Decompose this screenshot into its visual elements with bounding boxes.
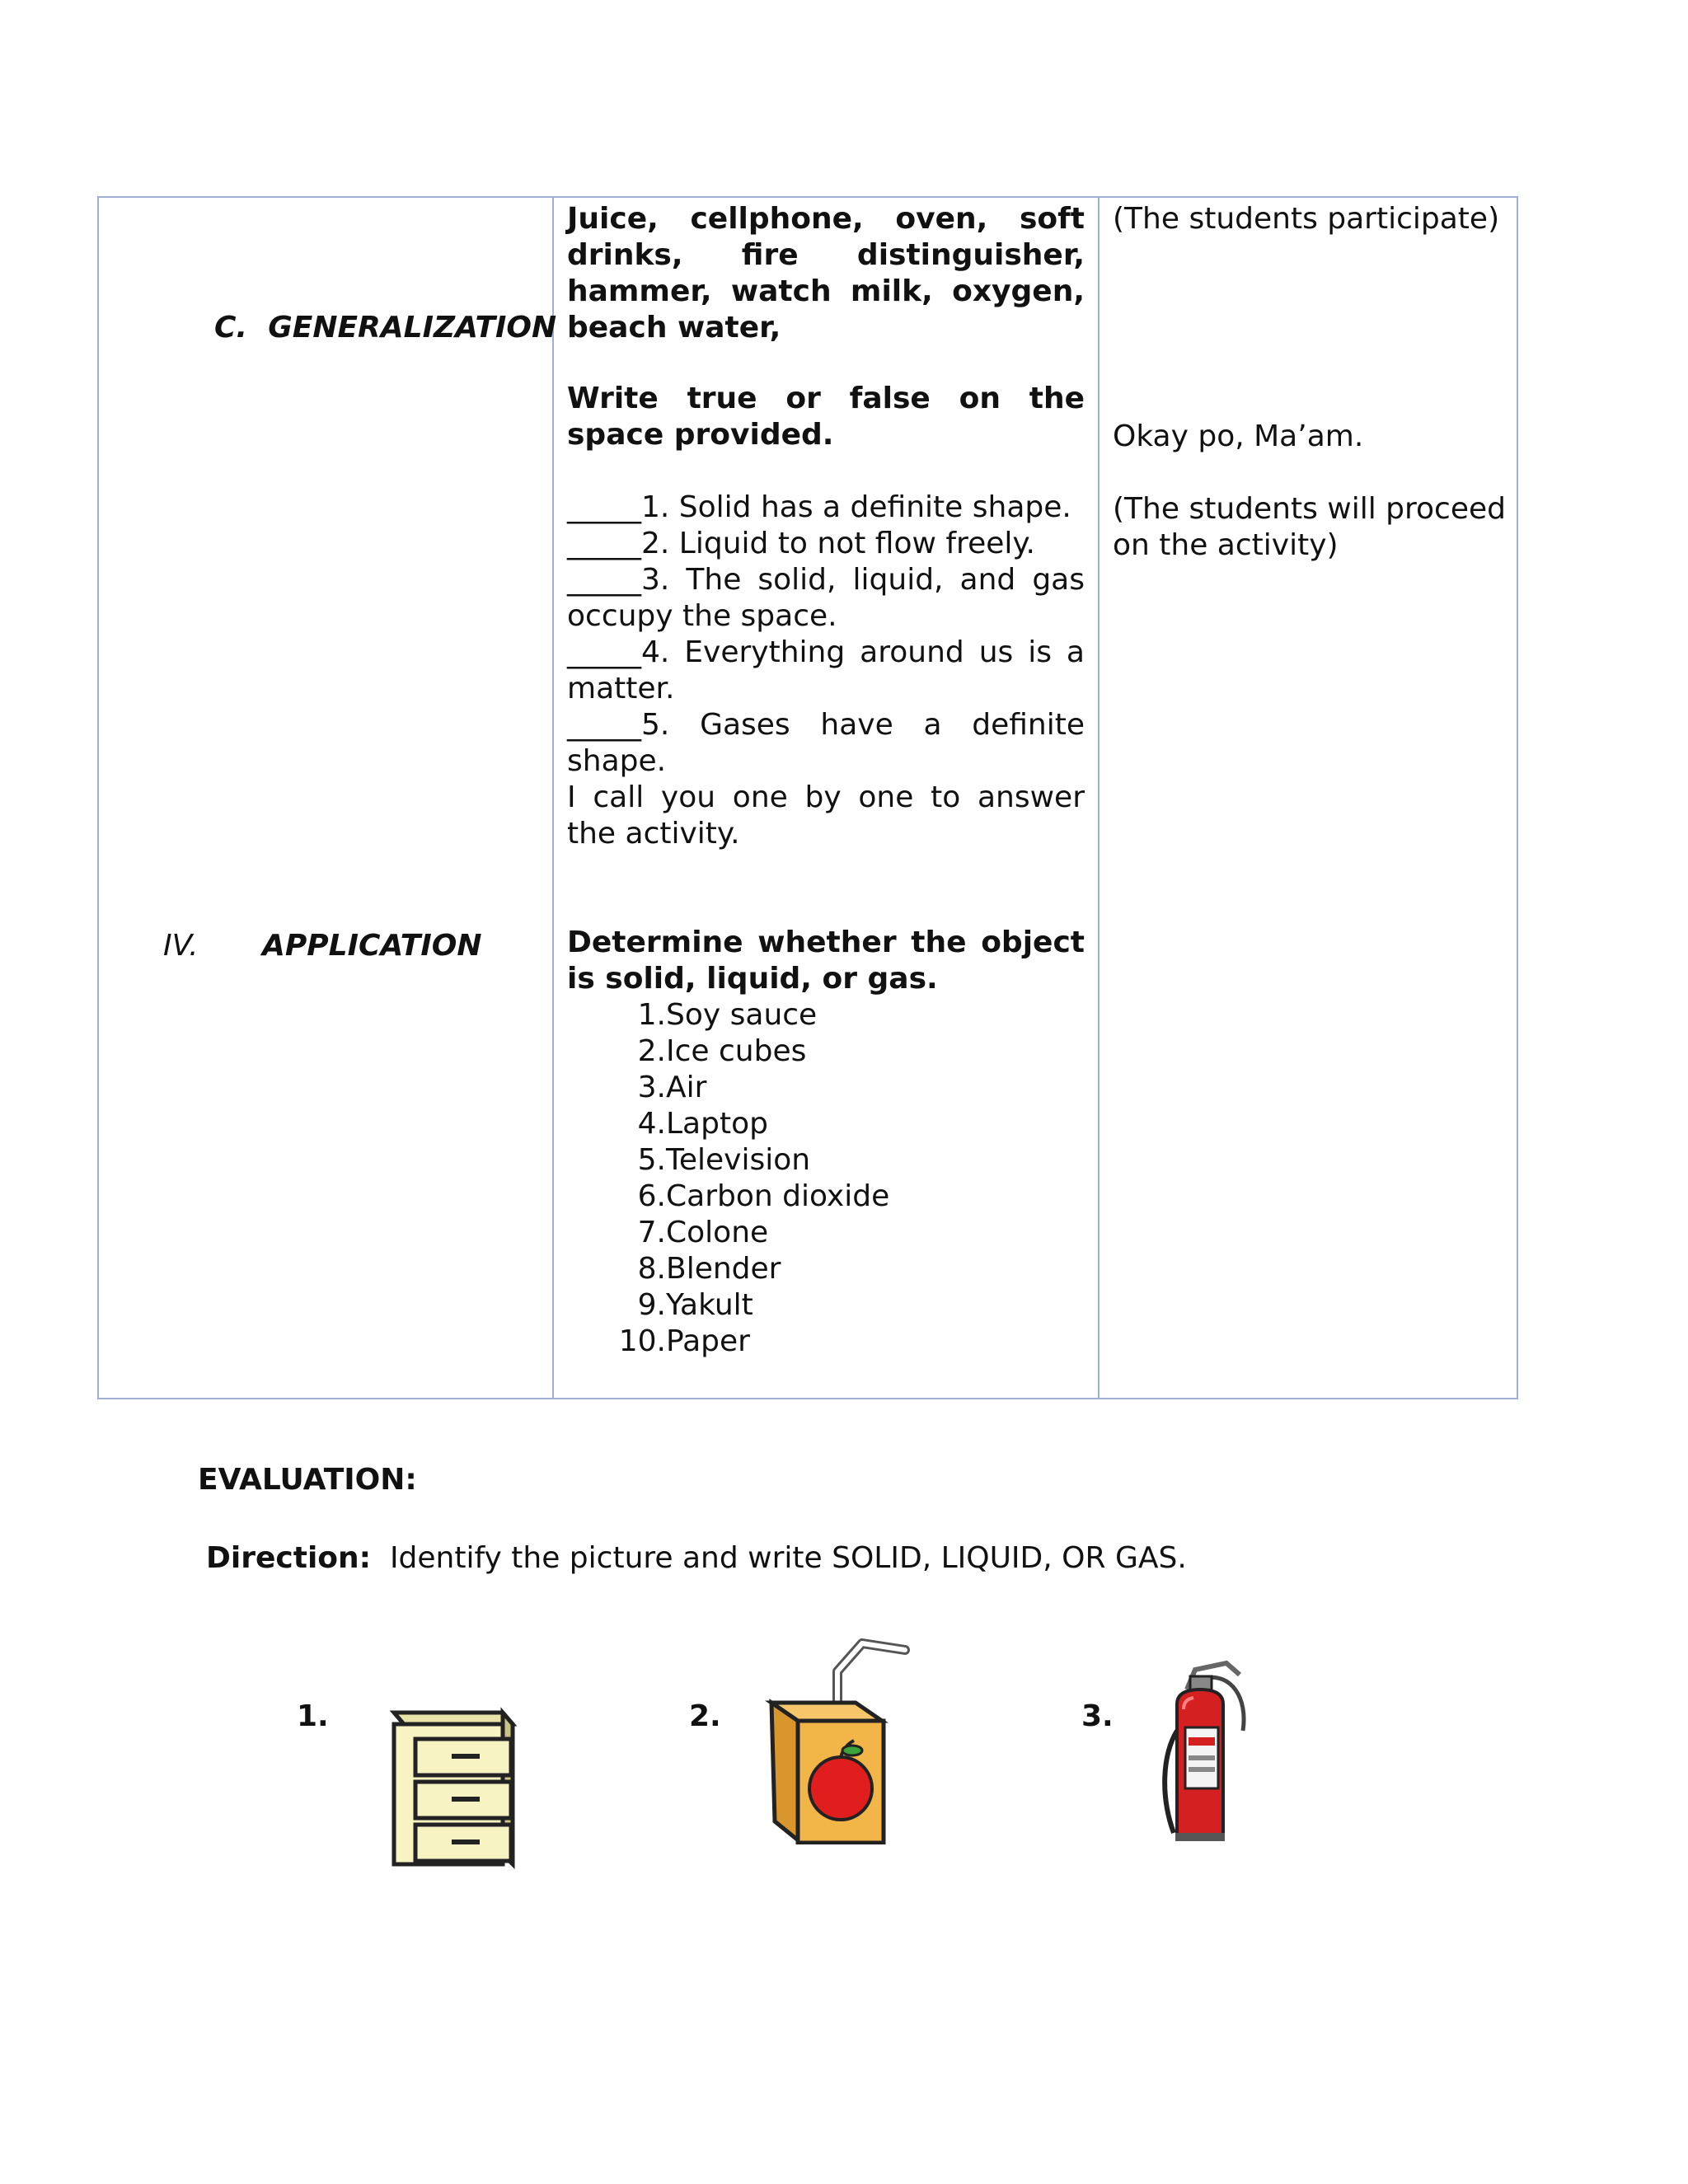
application-numeral: IV. <box>163 929 199 963</box>
list-item-number: 4. <box>637 1107 666 1141</box>
statement-1: _____1. Solid has a definite shape. <box>567 490 1071 524</box>
list-item-number: 1. <box>637 998 666 1032</box>
cabinet-icon <box>387 1706 519 1874</box>
application-list-item <box>617 1324 1045 1360</box>
list-item-number: 5. <box>637 1143 666 1177</box>
list-item-text: Blender <box>666 1252 781 1286</box>
list-item-number: 2. <box>637 1034 666 1068</box>
statement-5: _____5. Gases have a definite shape. <box>567 708 1085 778</box>
list-item-number: 9. <box>637 1288 666 1322</box>
application-list-item <box>617 1215 1045 1251</box>
items-prompt: Juice, cellphone, oven, soft drinks, fire distinguisher, hammer, watch milk, oxygen, beach water, <box>567 202 1085 344</box>
list-item-text: Ice cubes <box>666 1034 807 1068</box>
list-item-text: Yakult <box>666 1288 753 1322</box>
direction-text: Identify the picture and write SOLID, LIQUID, OR GAS. <box>389 1541 1187 1575</box>
column-divider <box>552 198 554 1398</box>
generalization-heading: C. GENERALIZATION <box>214 311 557 344</box>
list-item-number: 6. <box>637 1179 666 1213</box>
application-list-item <box>617 1033 1045 1070</box>
statement-4: _____4. Everything around us is a matter. <box>567 635 1085 705</box>
picture-number-2: 2. <box>689 1699 721 1733</box>
proceed-note: (The students will proceed on the activity) <box>1113 492 1506 562</box>
application-instruction: Determine whether the object is solid, liquid, or gas. <box>567 926 1085 996</box>
application-list-item <box>617 1179 1045 1215</box>
statement-3: _____3. The solid, liquid, and gas occupy the space. <box>567 563 1085 633</box>
picture-number-3: 3. <box>1081 1699 1114 1733</box>
fire-extinguisher-icon <box>1147 1657 1254 1858</box>
application-list-item <box>617 1287 1045 1324</box>
application-list-item <box>617 997 1045 1033</box>
list-item-number: 10. <box>618 1324 666 1358</box>
list-item-number: 7. <box>637 1216 666 1249</box>
list-item-text: Carbon dioxide <box>666 1179 890 1213</box>
application-heading-text: APPLICATION <box>262 929 482 963</box>
juice-box-icon <box>765 1638 913 1848</box>
statement-2: _____2. Liquid to not flow freely. <box>567 527 1035 560</box>
application-list-item <box>617 1070 1045 1106</box>
picture-number-1: 1. <box>297 1699 329 1733</box>
list-item-number: 8. <box>637 1252 666 1286</box>
direction-label: Direction: <box>206 1541 372 1575</box>
true-false-instruction: Write true or false on the space provided. <box>567 382 1085 452</box>
list-item-number: 3. <box>637 1071 666 1104</box>
list-item-text: Soy sauce <box>666 998 818 1032</box>
okay-response: Okay po, Ma’am. <box>1113 419 1364 453</box>
participate-note: (The students participate) <box>1113 202 1500 236</box>
list-item-text: Paper <box>666 1324 750 1358</box>
lesson-plan-table <box>97 196 1518 1399</box>
list-item-text: Colone <box>666 1216 769 1249</box>
evaluation-heading: EVALUATION: <box>198 1463 417 1497</box>
call-instruction: I call you one by one to answer the activity. <box>567 780 1085 851</box>
evaluation-direction <box>206 1541 1187 1575</box>
application-list-item <box>617 1142 1045 1179</box>
list-item-text: Television <box>666 1143 811 1177</box>
list-item-text: Air <box>666 1071 707 1104</box>
application-heading <box>163 928 482 964</box>
application-list-item <box>617 1106 1045 1142</box>
application-list-item <box>617 1251 1045 1287</box>
column-divider <box>1098 198 1100 1398</box>
list-item-text: Laptop <box>666 1107 768 1141</box>
